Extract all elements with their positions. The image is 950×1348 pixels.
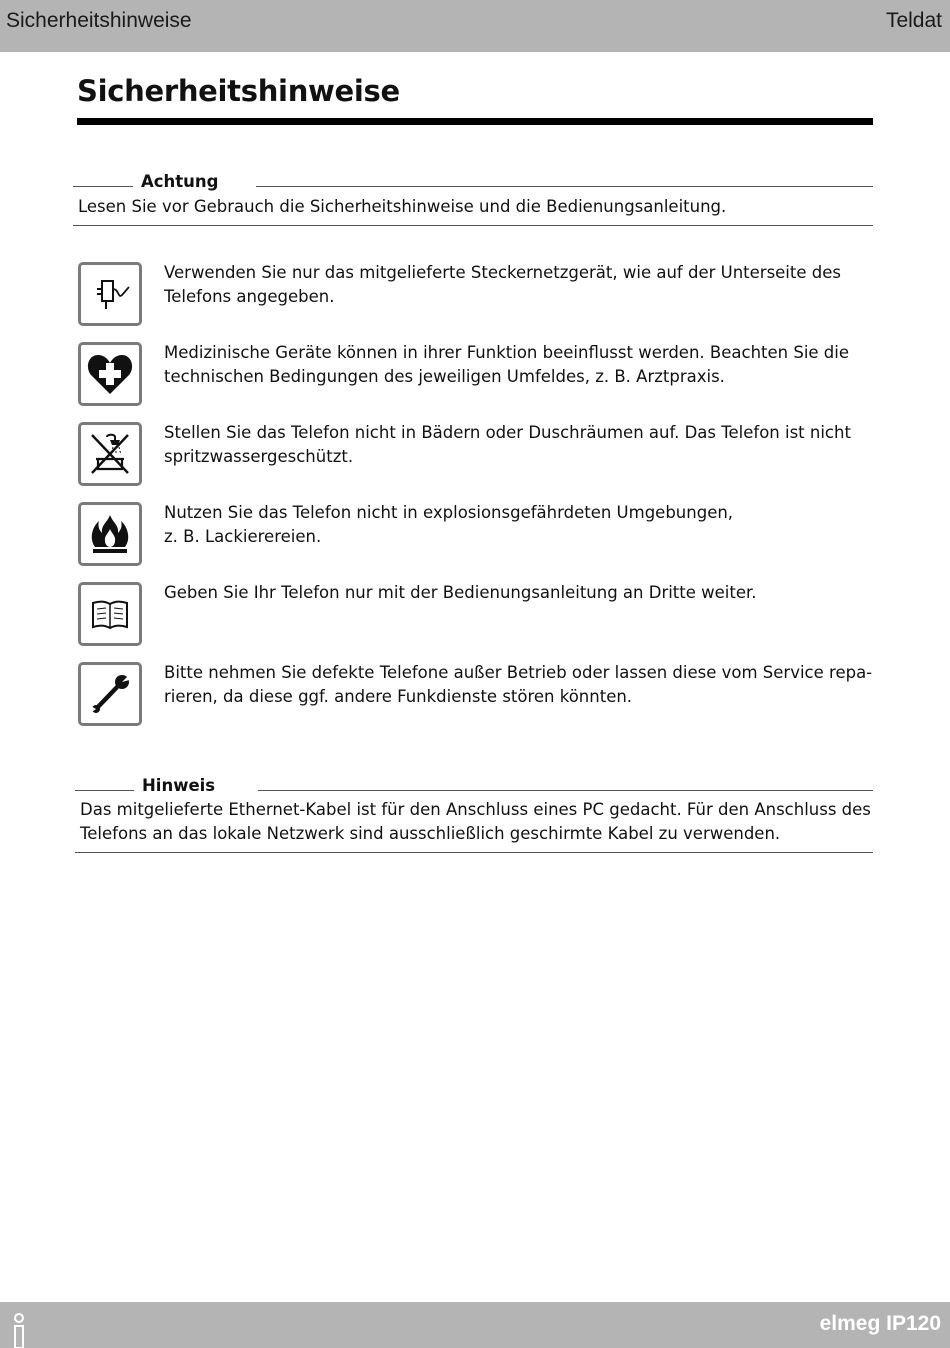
achtung-rule-bottom bbox=[73, 225, 873, 226]
book-icon bbox=[78, 582, 142, 646]
achtung-label: Achtung bbox=[141, 172, 219, 191]
info-i-icon bbox=[10, 1312, 28, 1348]
page-header bbox=[0, 0, 950, 52]
achtung-text: Lesen Sie vor Gebrauch die Sicherheitshinweise und die Bedienungsanleitung. bbox=[78, 197, 727, 216]
no-shower-icon bbox=[78, 422, 142, 486]
header-section-title: Sicherheitshinweise bbox=[6, 9, 192, 32]
hinweis-rule-bottom bbox=[75, 852, 873, 853]
power-adapter-icon bbox=[78, 262, 142, 326]
product-brand: elmeg IP120 bbox=[819, 1312, 941, 1335]
safety-item-text: Geben Sie Ihr Telefon nur mit der Bedienungsanleitung an Dritte weiter. bbox=[164, 583, 757, 602]
hinweis-rule-right bbox=[258, 790, 873, 791]
fire-icon bbox=[78, 502, 142, 566]
safety-item-text: Verwenden Sie nur das mitgelieferte Steckernetzgerät, wie auf der Unterseite des Telefons angegeben. bbox=[164, 263, 841, 306]
hinweis-rule-left bbox=[75, 790, 134, 791]
hinweis-label: Hinweis bbox=[142, 776, 216, 795]
achtung-rule-left bbox=[73, 186, 133, 187]
safety-item-text: Bitte nehmen Sie defekte Telefone außer Betrieb oder lassen diese vom Service repa- rieren, da diese ggf. andere Funkdienste stören könnten. bbox=[164, 663, 873, 706]
medical-heart-icon bbox=[78, 342, 142, 406]
wrench-icon bbox=[78, 662, 142, 726]
safety-item-text: Medizinische Geräte können in ihrer Funktion beeinflusst werden. Beachten Sie die technischen Bedingungen des jeweiligen Umfeldes, z. B. Arztpraxis. bbox=[164, 343, 850, 386]
achtung-rule-right bbox=[256, 186, 873, 187]
safety-item-text: Stellen Sie das Telefon nicht in Bädern oder Duschräumen auf. Das Telefon ist nicht spritzwassergeschützt. bbox=[164, 423, 851, 466]
header-company: Teldat bbox=[885, 9, 942, 32]
hinweis-text-line2: Telefons an das lokale Netzwerk sind ausschließlich geschirmte Kabel zu verwenden. bbox=[80, 824, 781, 843]
safety-item-text: Nutzen Sie das Telefon nicht in explosionsgefährdeten Umgebungen, z. B. Lackierereien. bbox=[164, 503, 734, 546]
hinweis-text-line1: Das mitgelieferte Ethernet-Kabel ist für den Anschluss eines PC gedacht. Für den Anschluss des bbox=[80, 800, 871, 819]
page-title: Sicherheitshinweise bbox=[77, 74, 400, 108]
page-footer bbox=[0, 1302, 950, 1348]
title-rule bbox=[77, 118, 873, 125]
